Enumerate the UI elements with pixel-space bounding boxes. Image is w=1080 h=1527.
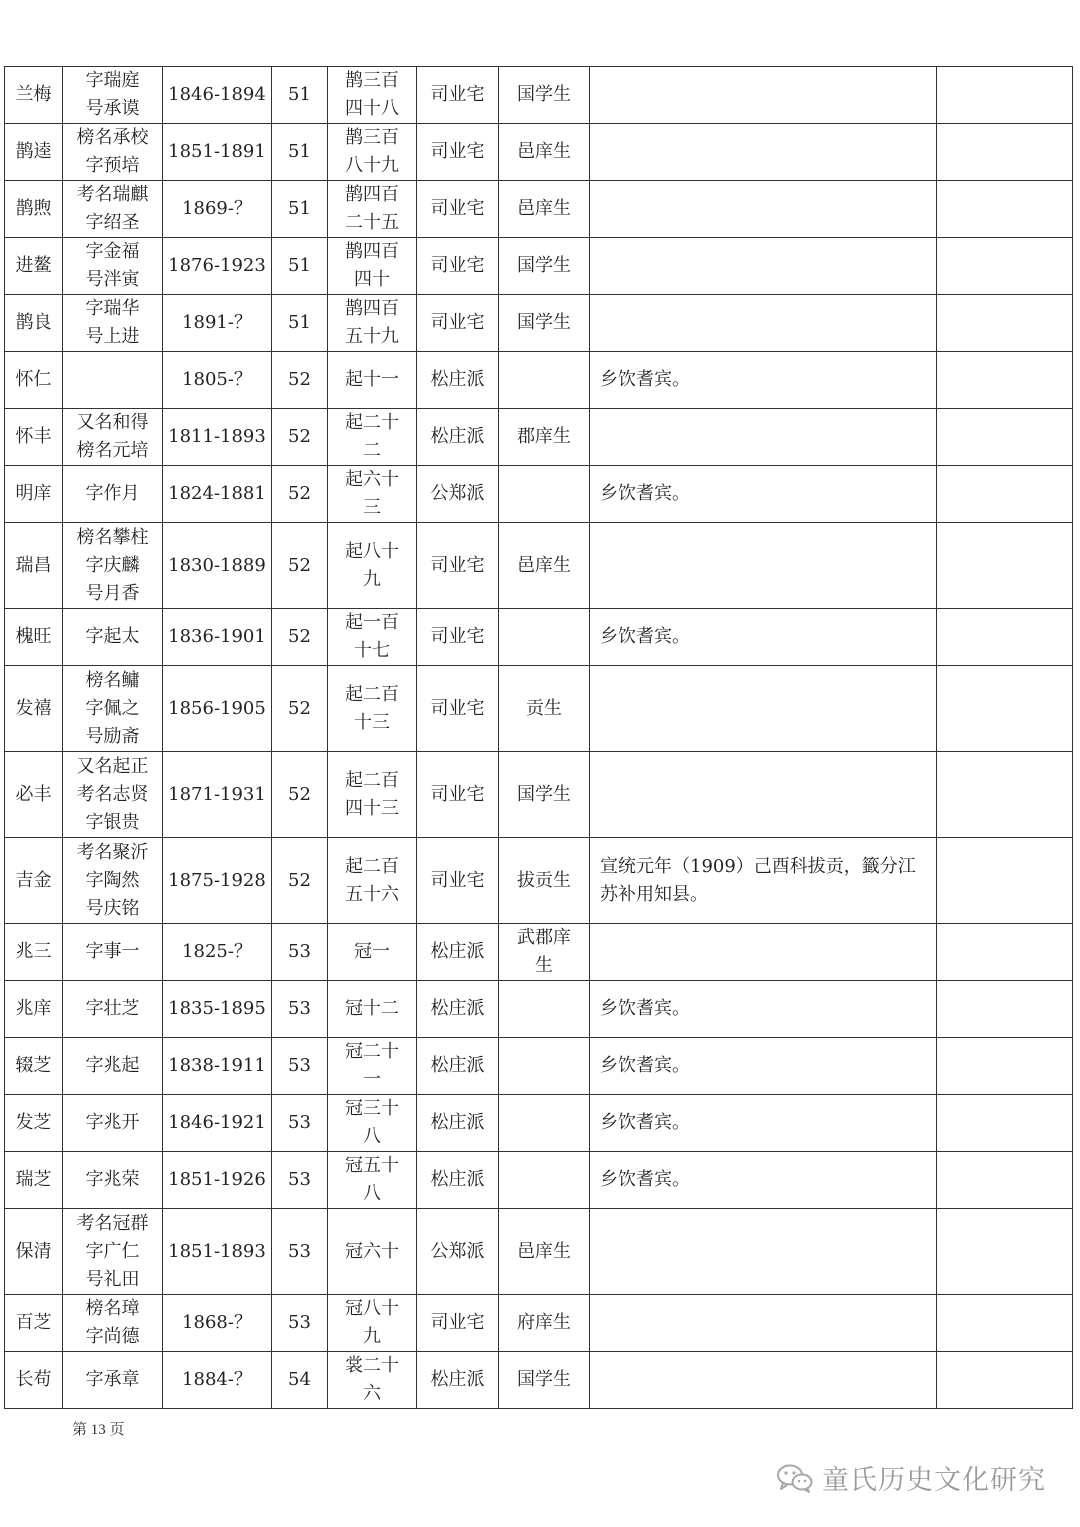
cell-name: 吉金 [5, 838, 63, 924]
cell-branch: 司业宅 [417, 181, 499, 238]
cell-title: 国学生 [499, 238, 590, 295]
cell-gen: 53 [272, 981, 328, 1038]
table-row [5, 924, 1073, 981]
cell-note [590, 409, 937, 466]
cell-gen: 53 [272, 1209, 328, 1295]
cell-name: 鹊良 [5, 295, 63, 352]
cell-extra [937, 67, 1073, 124]
table-row [5, 609, 1073, 666]
cell-alias: 榜名承校 字预培 [63, 124, 163, 181]
cell-extra [937, 981, 1073, 1038]
cell-branch: 司业宅 [417, 523, 499, 609]
cell-note: 乡饮耆宾。 [590, 1095, 937, 1152]
cell-alias: 考名冠群 字广仁 号礼田 [63, 1209, 163, 1295]
cell-extra [937, 1209, 1073, 1295]
cell-years: 1875-1928 [163, 838, 272, 924]
watermark-text: 童氏历史文化研究 [822, 1465, 1046, 1496]
cell-note: 乡饮耆宾。 [590, 609, 937, 666]
cell-note: 宣统元年（1909）己酉科拔贡，籤分江苏补用知县。 [590, 838, 937, 924]
cell-extra [937, 924, 1073, 981]
cell-code: 冠八十 九 [328, 1295, 417, 1352]
table-row [5, 1095, 1073, 1152]
cell-name: 必丰 [5, 752, 63, 838]
cell-branch: 松庄派 [417, 1152, 499, 1209]
cell-extra [937, 1038, 1073, 1095]
cell-gen: 52 [272, 352, 328, 409]
cell-note [590, 1352, 937, 1409]
cell-extra [937, 1352, 1073, 1409]
cell-name: 槐旺 [5, 609, 63, 666]
cell-code: 冠二十 一 [328, 1038, 417, 1095]
cell-gen: 52 [272, 409, 328, 466]
cell-code: 鹊四百 五十九 [328, 295, 417, 352]
cell-gen: 51 [272, 238, 328, 295]
cell-branch: 司业宅 [417, 124, 499, 181]
cell-gen: 52 [272, 609, 328, 666]
cell-name: 瑞芝 [5, 1152, 63, 1209]
cell-branch: 司业宅 [417, 67, 499, 124]
cell-alias: 又名起正 考名志贤 字银贵 [63, 752, 163, 838]
cell-note [590, 181, 937, 238]
cell-name: 瑞昌 [5, 523, 63, 609]
table-row [5, 981, 1073, 1038]
cell-gen: 53 [272, 924, 328, 981]
cell-years: 1884-？ [163, 1352, 272, 1409]
cell-years: 1846-1921 [163, 1095, 272, 1152]
cell-title: 郡庠生 [499, 409, 590, 466]
cell-note: 乡饮耆宾。 [590, 1152, 937, 1209]
cell-extra [937, 666, 1073, 752]
cell-title: 邑庠生 [499, 1209, 590, 1295]
cell-gen: 52 [272, 666, 328, 752]
cell-title: 邑庠生 [499, 124, 590, 181]
cell-alias: 字兆开 [63, 1095, 163, 1152]
cell-alias: 字承章 [63, 1352, 163, 1409]
cell-note: 乡饮耆宾。 [590, 466, 937, 523]
cell-years: 1825-？ [163, 924, 272, 981]
cell-alias: 榜名攀柱 字庆麟 号月香 [63, 523, 163, 609]
cell-alias [63, 352, 163, 409]
cell-title [499, 1152, 590, 1209]
cell-years: 1851-1891 [163, 124, 272, 181]
table-row [5, 67, 1073, 124]
cell-gen: 51 [272, 124, 328, 181]
cell-branch: 公郑派 [417, 1209, 499, 1295]
cell-gen: 53 [272, 1152, 328, 1209]
table-row [5, 295, 1073, 352]
cell-name: 保清 [5, 1209, 63, 1295]
table-row [5, 1038, 1073, 1095]
table-row [5, 666, 1073, 752]
cell-alias: 榜名璋 字尚德 [63, 1295, 163, 1352]
cell-years: 1838-1911 [163, 1038, 272, 1095]
table-row [5, 523, 1073, 609]
cell-title: 邑庠生 [499, 181, 590, 238]
cell-extra [937, 181, 1073, 238]
cell-note [590, 238, 937, 295]
cell-extra [937, 1152, 1073, 1209]
cell-branch: 司业宅 [417, 666, 499, 752]
table-body [5, 67, 1073, 1409]
cell-extra [937, 352, 1073, 409]
cell-name: 发禧 [5, 666, 63, 752]
cell-name: 发芝 [5, 1095, 63, 1152]
cell-extra [937, 295, 1073, 352]
cell-gen: 51 [272, 181, 328, 238]
cell-years: 1851-1926 [163, 1152, 272, 1209]
cell-branch: 司业宅 [417, 752, 499, 838]
cell-gen: 52 [272, 523, 328, 609]
cell-name: 百芝 [5, 1295, 63, 1352]
cell-code: 起二十 二 [328, 409, 417, 466]
cell-gen: 52 [272, 838, 328, 924]
cell-name: 兰梅 [5, 67, 63, 124]
cell-title: 拔贡生 [499, 838, 590, 924]
cell-alias: 字起太 [63, 609, 163, 666]
cell-alias: 字作月 [63, 466, 163, 523]
table-row [5, 838, 1073, 924]
cell-gen: 54 [272, 1352, 328, 1409]
cell-name: 怀丰 [5, 409, 63, 466]
cell-gen: 52 [272, 466, 328, 523]
cell-gen: 53 [272, 1095, 328, 1152]
cell-name: 长苟 [5, 1352, 63, 1409]
cell-gen: 51 [272, 295, 328, 352]
cell-extra [937, 409, 1073, 466]
cell-years: 1871-1931 [163, 752, 272, 838]
cell-code: 冠六十 [328, 1209, 417, 1295]
cell-note [590, 1295, 937, 1352]
cell-code: 起六十 三 [328, 466, 417, 523]
table-row [5, 1152, 1073, 1209]
table-row [5, 238, 1073, 295]
cell-note [590, 67, 937, 124]
cell-code: 起八十 九 [328, 523, 417, 609]
cell-years: 1836-1901 [163, 609, 272, 666]
cell-years: 1824-1881 [163, 466, 272, 523]
cell-code: 冠一 [328, 924, 417, 981]
table-row [5, 181, 1073, 238]
cell-branch: 松庄派 [417, 1352, 499, 1409]
cell-title: 国学生 [499, 67, 590, 124]
cell-years: 1868-？ [163, 1295, 272, 1352]
table-row [5, 352, 1073, 409]
cell-code: 裳二十 六 [328, 1352, 417, 1409]
cell-code: 起一百 十七 [328, 609, 417, 666]
cell-alias: 榜名鳙 字佩之 号励斋 [63, 666, 163, 752]
wechat-icon [776, 1463, 814, 1493]
cell-note [590, 666, 937, 752]
cell-code: 鹊四百 四十 [328, 238, 417, 295]
cell-years: 1876-1923 [163, 238, 272, 295]
cell-alias: 字壮芝 [63, 981, 163, 1038]
cell-name: 辍芝 [5, 1038, 63, 1095]
page-number: 第 13 页 [72, 1422, 125, 1438]
cell-years: 1851-1893 [163, 1209, 272, 1295]
cell-alias: 又名和得 榜名元培 [63, 409, 163, 466]
cell-gen: 51 [272, 67, 328, 124]
cell-extra [937, 523, 1073, 609]
cell-code: 起十一 [328, 352, 417, 409]
cell-branch: 司业宅 [417, 609, 499, 666]
cell-years: 1811-1893 [163, 409, 272, 466]
cell-code: 鹊三百 八十九 [328, 124, 417, 181]
cell-name: 明庠 [5, 466, 63, 523]
cell-branch: 松庄派 [417, 1038, 499, 1095]
cell-alias: 字兆荣 [63, 1152, 163, 1209]
cell-title: 贡生 [499, 666, 590, 752]
cell-title [499, 466, 590, 523]
cell-alias: 字兆起 [63, 1038, 163, 1095]
cell-title [499, 352, 590, 409]
cell-alias: 字瑞华 号上进 [63, 295, 163, 352]
table-row [5, 466, 1073, 523]
cell-name: 进鳌 [5, 238, 63, 295]
table-row [5, 752, 1073, 838]
cell-name: 兆庠 [5, 981, 63, 1038]
table-row [5, 1209, 1073, 1295]
cell-code: 起二百 四十三 [328, 752, 417, 838]
cell-note [590, 124, 937, 181]
cell-note [590, 1209, 937, 1295]
cell-branch: 松庄派 [417, 981, 499, 1038]
cell-years: 1805-？ [163, 352, 272, 409]
cell-extra [937, 838, 1073, 924]
cell-gen: 53 [272, 1295, 328, 1352]
cell-branch: 松庄派 [417, 409, 499, 466]
cell-alias: 字事一 [63, 924, 163, 981]
cell-extra [937, 238, 1073, 295]
cell-extra [937, 1295, 1073, 1352]
cell-extra [937, 752, 1073, 838]
cell-extra [937, 466, 1073, 523]
cell-alias: 字瑞庭 号承谟 [63, 67, 163, 124]
cell-years: 1835-1895 [163, 981, 272, 1038]
table-row [5, 1352, 1073, 1409]
cell-gen: 52 [272, 752, 328, 838]
cell-code: 鹊四百 二十五 [328, 181, 417, 238]
cell-branch: 司业宅 [417, 1295, 499, 1352]
cell-title: 国学生 [499, 752, 590, 838]
cell-name: 兆三 [5, 924, 63, 981]
cell-title: 国学生 [499, 295, 590, 352]
cell-branch: 松庄派 [417, 1095, 499, 1152]
cell-title [499, 1038, 590, 1095]
cell-years: 1869-？ [163, 181, 272, 238]
cell-note: 乡饮耆宾。 [590, 981, 937, 1038]
cell-note: 乡饮耆宾。 [590, 1038, 937, 1095]
cell-code: 冠五十 八 [328, 1152, 417, 1209]
cell-code: 起二百 十三 [328, 666, 417, 752]
cell-extra [937, 609, 1073, 666]
cell-years: 1856-1905 [163, 666, 272, 752]
cell-branch: 司业宅 [417, 295, 499, 352]
cell-alias: 字金福 号泮寅 [63, 238, 163, 295]
cell-years: 1830-1889 [163, 523, 272, 609]
cell-title: 国学生 [499, 1352, 590, 1409]
cell-alias: 考名瑞麒 字绍圣 [63, 181, 163, 238]
cell-branch: 司业宅 [417, 238, 499, 295]
genealogy-table [4, 66, 1073, 1409]
cell-gen: 53 [272, 1038, 328, 1095]
cell-code: 冠十二 [328, 981, 417, 1038]
cell-note: 乡饮耆宾。 [590, 352, 937, 409]
cell-title [499, 609, 590, 666]
cell-note [590, 752, 937, 838]
cell-name: 鹊煦 [5, 181, 63, 238]
cell-name: 怀仁 [5, 352, 63, 409]
cell-extra [937, 124, 1073, 181]
cell-note [590, 523, 937, 609]
cell-title [499, 981, 590, 1038]
cell-extra [937, 1095, 1073, 1152]
cell-title: 府庠生 [499, 1295, 590, 1352]
cell-code: 鹊三百 四十八 [328, 67, 417, 124]
cell-code: 起二百 五十六 [328, 838, 417, 924]
cell-branch: 公郑派 [417, 466, 499, 523]
cell-alias: 考名聚沂 字陶然 号庆铭 [63, 838, 163, 924]
cell-branch: 松庄派 [417, 352, 499, 409]
cell-title: 邑庠生 [499, 523, 590, 609]
watermark [776, 1458, 1046, 1497]
cell-years: 1846-1894 [163, 67, 272, 124]
cell-code: 冠三十 八 [328, 1095, 417, 1152]
cell-note [590, 295, 937, 352]
table-row [5, 124, 1073, 181]
cell-title: 武郡庠 生 [499, 924, 590, 981]
cell-name: 鹊逵 [5, 124, 63, 181]
cell-branch: 司业宅 [417, 838, 499, 924]
cell-years: 1891-？ [163, 295, 272, 352]
cell-branch: 松庄派 [417, 924, 499, 981]
table-row [5, 1295, 1073, 1352]
table-row [5, 409, 1073, 466]
cell-note [590, 924, 937, 981]
cell-title [499, 1095, 590, 1152]
